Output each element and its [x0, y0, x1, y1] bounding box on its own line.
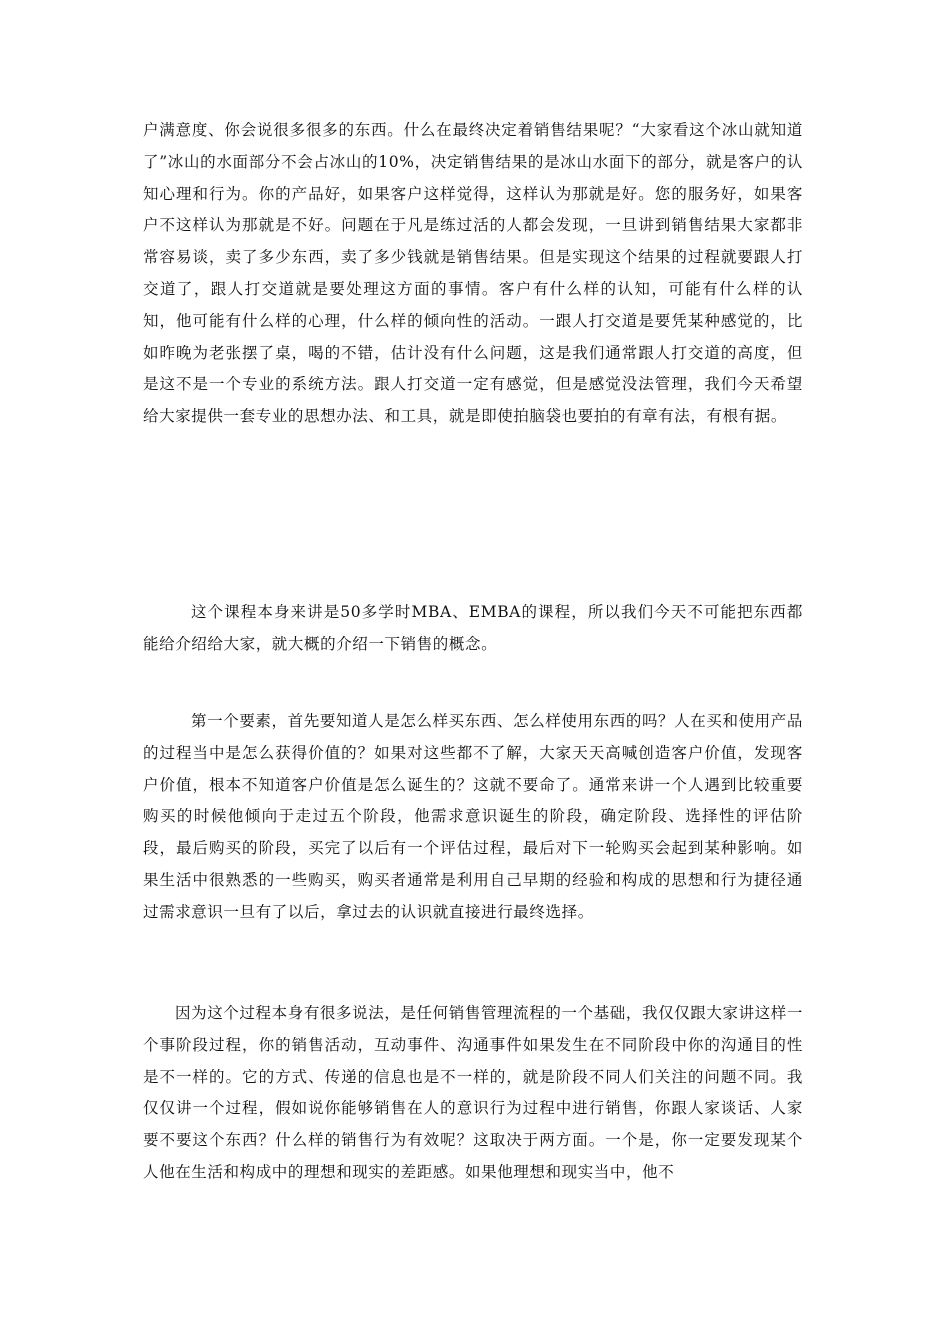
paragraph-1: 户满意度、你会说很多很多的东西。什么在最终决定着销售结果呢？“大家看这个冰山就知道了”冰山的水面部分不会占冰山的10%，决定销售结果的是冰山水面下的部分，就是客户的认知心理和行为。你的产品好，如果客户这样觉得，这样认为那就是好。您的服务好，如果客户不这样认为那就是不好。问题在于凡是练过活的人都会发现，一旦讲到销售结果大家都非常容易谈，卖了多少东西，卖了多少钱就是销售结果。但是实现这个结果的过程就要跟人打交道了，跟人打交道就是要处理这方面的事情。客户有什么样的认知，可能有什么样的认知，他可能有什么样的心理，什么样的倾向性的活动。一跟人打交道是要凭某种感觉的，比如昨晚为老张摆了桌，喝的不错，估计没有什么问题，这是我们通常跟人打交道的高度，但是这不是一个专业的系统方法。跟人打交道一定有感觉，但是感觉没法管理，我们今天希望给大家提供一套专业的思想办法、和工具，就是即使拍脑袋也要拍的有章有法，有根有据。 — [143, 121, 803, 426]
paragraph-4: 因为这个过程本身有很多说法，是任何销售管理流程的一个基础，我仅仅跟大家讲这样一个事阶段过程，你的销售活动，互动事件、沟通事件如果发生在不同阶段中你的沟通目的性是不一样的。它的方式、传递的信息也是不一样的，就是阶段不同人们关注的问题不同。我仅仅讲一个过程，假如说你能够销售在人的意识行为过程中进行销售，你跟人家谈话、人家要不要这个东西？什么样的销售行为有效呢？这取决于两方面。一个是，你一定要发现某个人他在生活和构成中的理想和现实的差距感。如果他理想和现实当中，他不 — [143, 1004, 803, 1181]
paragraph-3: 第一个要素，首先要知道人是怎么样买东西、怎么样使用东西的吗？人在买和使用产品的过程当中是怎么获得价值的？如果对这些都不了解，大家天天高喊创造客户价值，发现客户价值，根本不知道客户价值是怎么诞生的？这就不要命了。通常来讲一个人遇到比较重要购买的时候他倾向于走过五个阶段，他需求意识诞生的阶段，确定阶段、选择性的评估阶段，最后购买的阶段，买完了以后有一个评估过程，最后对下一轮购买会起到某种影响。如果生活中很熟悉的一些购买，购买者通常是利用自己早期的经验和构成的思想和行为捷径通过需求意识一旦有了以后，拿过去的认识就直接进行最终选择。 — [143, 712, 803, 921]
paragraph-2: 这个课程本身来讲是50多学时MBA、EMBA的课程，所以我们今天不可能把东西都能给介绍给大家，就大概的介绍一下销售的概念。 — [143, 603, 803, 653]
